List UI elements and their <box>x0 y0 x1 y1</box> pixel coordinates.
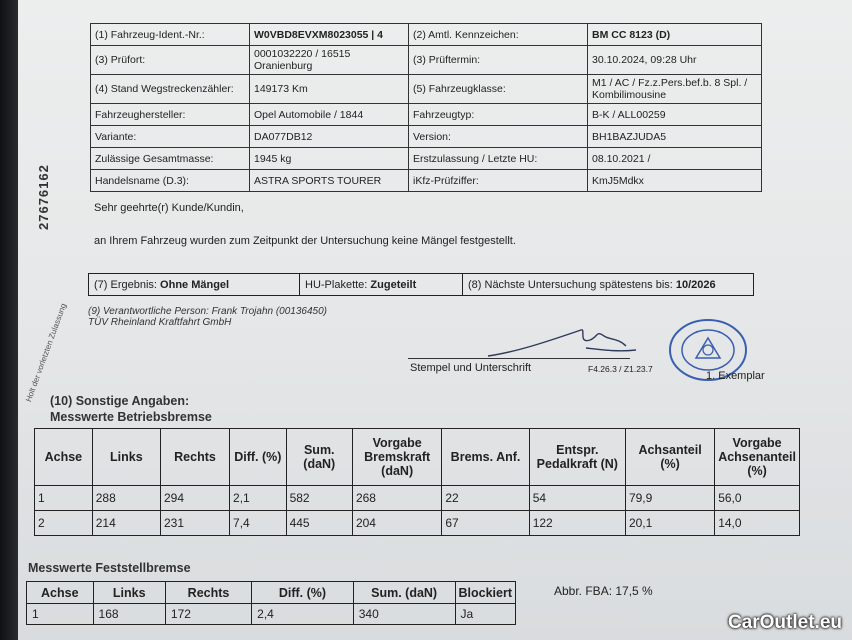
table-cell: 2,4 <box>252 604 354 625</box>
table-cell: Ja <box>455 604 516 625</box>
info-label: Erstzulassung / Letzte HU: <box>409 148 588 170</box>
table-row <box>35 486 800 511</box>
next-inspection-cell <box>463 274 754 296</box>
greeting-text: Sehr geehrte(r) Kunde/Kundin, <box>94 202 244 214</box>
side-document-number: 27676162 <box>36 164 51 230</box>
section10-title: (10) Sonstige Angaben: <box>50 394 190 408</box>
table-cell: 7,4 <box>230 511 287 536</box>
column-header: Sum. (daN) <box>353 582 455 604</box>
table-cell: 14,0 <box>715 511 800 536</box>
column-header: Brems. Anf. <box>442 429 529 486</box>
table-cell: 54 <box>529 486 625 511</box>
background-edge <box>0 0 18 640</box>
info-row <box>91 24 762 46</box>
info-row <box>91 75 762 104</box>
column-header: Rechts <box>160 429 229 486</box>
info-value: M1 / AC / Fz.z.Pers.bef.b. 8 Spl. / Kombilimousine <box>588 75 762 104</box>
info-label: (1) Fahrzeug-Ident.-Nr.: <box>91 24 250 46</box>
table-cell: 204 <box>352 511 441 536</box>
table-cell: 1 <box>27 604 94 625</box>
table-cell: 268 <box>352 486 441 511</box>
info-value: W0VBD8EVXM8023055 | 4 <box>250 24 409 46</box>
info-row <box>91 148 762 170</box>
table-cell: 79,9 <box>625 486 714 511</box>
table-cell: 231 <box>160 511 229 536</box>
table-cell: 1 <box>35 486 93 511</box>
column-header: Entspr. Pedalkraft (N) <box>529 429 625 486</box>
result-row <box>89 274 754 296</box>
signature-line <box>408 358 630 359</box>
info-value: B-K / ALL00259 <box>588 104 762 126</box>
next-inspection-label: (8) Nächste Untersuchung spätestens bis: <box>468 278 673 291</box>
info-value: 1945 kg <box>250 148 409 170</box>
table-row <box>27 604 516 625</box>
info-value: KmJ5Mdkx <box>588 170 762 192</box>
info-row <box>91 126 762 148</box>
table-cell: 20,1 <box>625 511 714 536</box>
service-brake-table <box>34 428 800 536</box>
info-value: 0001032220 / 16515 Oranienburg <box>250 46 409 75</box>
abbr-fba-value: Abbr. FBA: 17,5 % <box>554 584 653 598</box>
info-label: Version: <box>409 126 588 148</box>
side-note: Holt der vorletzten Zulassung <box>24 302 69 404</box>
stamp-label: Stempel und Unterschrift <box>410 362 532 374</box>
table-cell: 168 <box>93 604 165 625</box>
info-value: BM CC 8123 (D) <box>588 24 762 46</box>
table-cell: 56,0 <box>715 486 800 511</box>
info-label: Fahrzeughersteller: <box>91 104 250 126</box>
parking-brake-table <box>26 581 516 625</box>
info-label: iKfz-Prüfziffer: <box>409 170 588 192</box>
company-name: TÜV Rheinland Kraftfahrt GmbH <box>88 317 232 328</box>
table-cell: 2,1 <box>230 486 287 511</box>
column-header: Links <box>92 429 160 486</box>
info-label: (3) Prüftermin: <box>409 46 588 75</box>
table-cell: 582 <box>286 486 352 511</box>
column-header: Achsanteil (%) <box>625 429 714 486</box>
table-header-row <box>27 582 516 604</box>
plakette-value: Zugeteilt <box>370 278 417 291</box>
exemplar-label: 1. Exemplar <box>706 370 765 382</box>
info-label: (2) Amtl. Kennzeichen: <box>409 24 588 46</box>
info-label: Zulässige Gesamtmasse: <box>91 148 250 170</box>
responsible-person: (9) Verantwortliche Person: Frank Trojahn (00136450) <box>88 306 328 317</box>
column-header: Links <box>93 582 165 604</box>
info-row <box>91 46 762 75</box>
column-header: Diff. (%) <box>252 582 354 604</box>
table-cell: 294 <box>160 486 229 511</box>
table-cell: 445 <box>286 511 352 536</box>
info-value: BH1BAZJUDA5 <box>588 126 762 148</box>
info-value: ASTRA SPORTS TOURER <box>250 170 409 192</box>
table-cell: 214 <box>92 511 160 536</box>
table-cell: 340 <box>353 604 455 625</box>
table-header-row <box>35 429 800 486</box>
info-value: 30.10.2024, 09:28 Uhr <box>588 46 762 75</box>
column-header: Diff. (%) <box>230 429 287 486</box>
info-label: (5) Fahrzeugklasse: <box>409 75 588 104</box>
column-header: Vorgabe Achsenanteil (%) <box>715 429 800 486</box>
info-row <box>91 170 762 192</box>
info-value: 08.10.2021 / <box>588 148 762 170</box>
info-label: Fahrzeugtyp: <box>409 104 588 126</box>
next-inspection-value: 10/2026 <box>675 278 716 291</box>
info-label: Handelsname (D.3): <box>91 170 250 192</box>
table-cell: 288 <box>92 486 160 511</box>
table-cell: 172 <box>165 604 251 625</box>
result-cell <box>89 274 300 296</box>
info-label: (3) Prüfort: <box>91 46 250 75</box>
vehicle-info-table <box>90 23 762 192</box>
info-label: Variante: <box>91 126 250 148</box>
plakette-cell <box>300 274 463 296</box>
parking-brake-title: Messwerte Feststellbremse <box>28 561 191 575</box>
info-value: 149173 Km <box>250 75 409 104</box>
result-label: (7) Ergebnis: <box>94 278 157 291</box>
signature-image <box>486 322 646 362</box>
info-value: Opel Automobile / 1844 <box>250 104 409 126</box>
table-row <box>35 511 800 536</box>
plakette-label: HU-Plakette: <box>305 278 368 291</box>
column-header: Achse <box>35 429 93 486</box>
info-label: (4) Stand Wegstreckenzähler: <box>91 75 250 104</box>
column-header: Achse <box>27 582 94 604</box>
result-table <box>88 273 754 296</box>
watermark-logo: CarOutlet.eu <box>727 612 842 633</box>
table-cell: 22 <box>442 486 529 511</box>
column-header: Vorgabe Bremskraft (daN) <box>352 429 441 486</box>
table-cell: 67 <box>442 511 529 536</box>
form-code: F4.26.3 / Z1.23.7 <box>588 364 653 374</box>
table-cell: 122 <box>529 511 625 536</box>
result-value: Ohne Mängel <box>160 278 230 291</box>
column-header: Blockiert <box>455 582 516 604</box>
inspection-report-page <box>18 0 852 640</box>
info-row <box>91 104 762 126</box>
statement-text: an Ihrem Fahrzeug wurden zum Zeitpunkt der Untersuchung keine Mängel festgestellt. <box>94 235 516 247</box>
brake-table-title: Messwerte Betriebsbremse <box>50 410 212 424</box>
info-value: DA077DB12 <box>250 126 409 148</box>
table-cell: 2 <box>35 511 93 536</box>
column-header: Sum. (daN) <box>286 429 352 486</box>
column-header: Rechts <box>165 582 251 604</box>
